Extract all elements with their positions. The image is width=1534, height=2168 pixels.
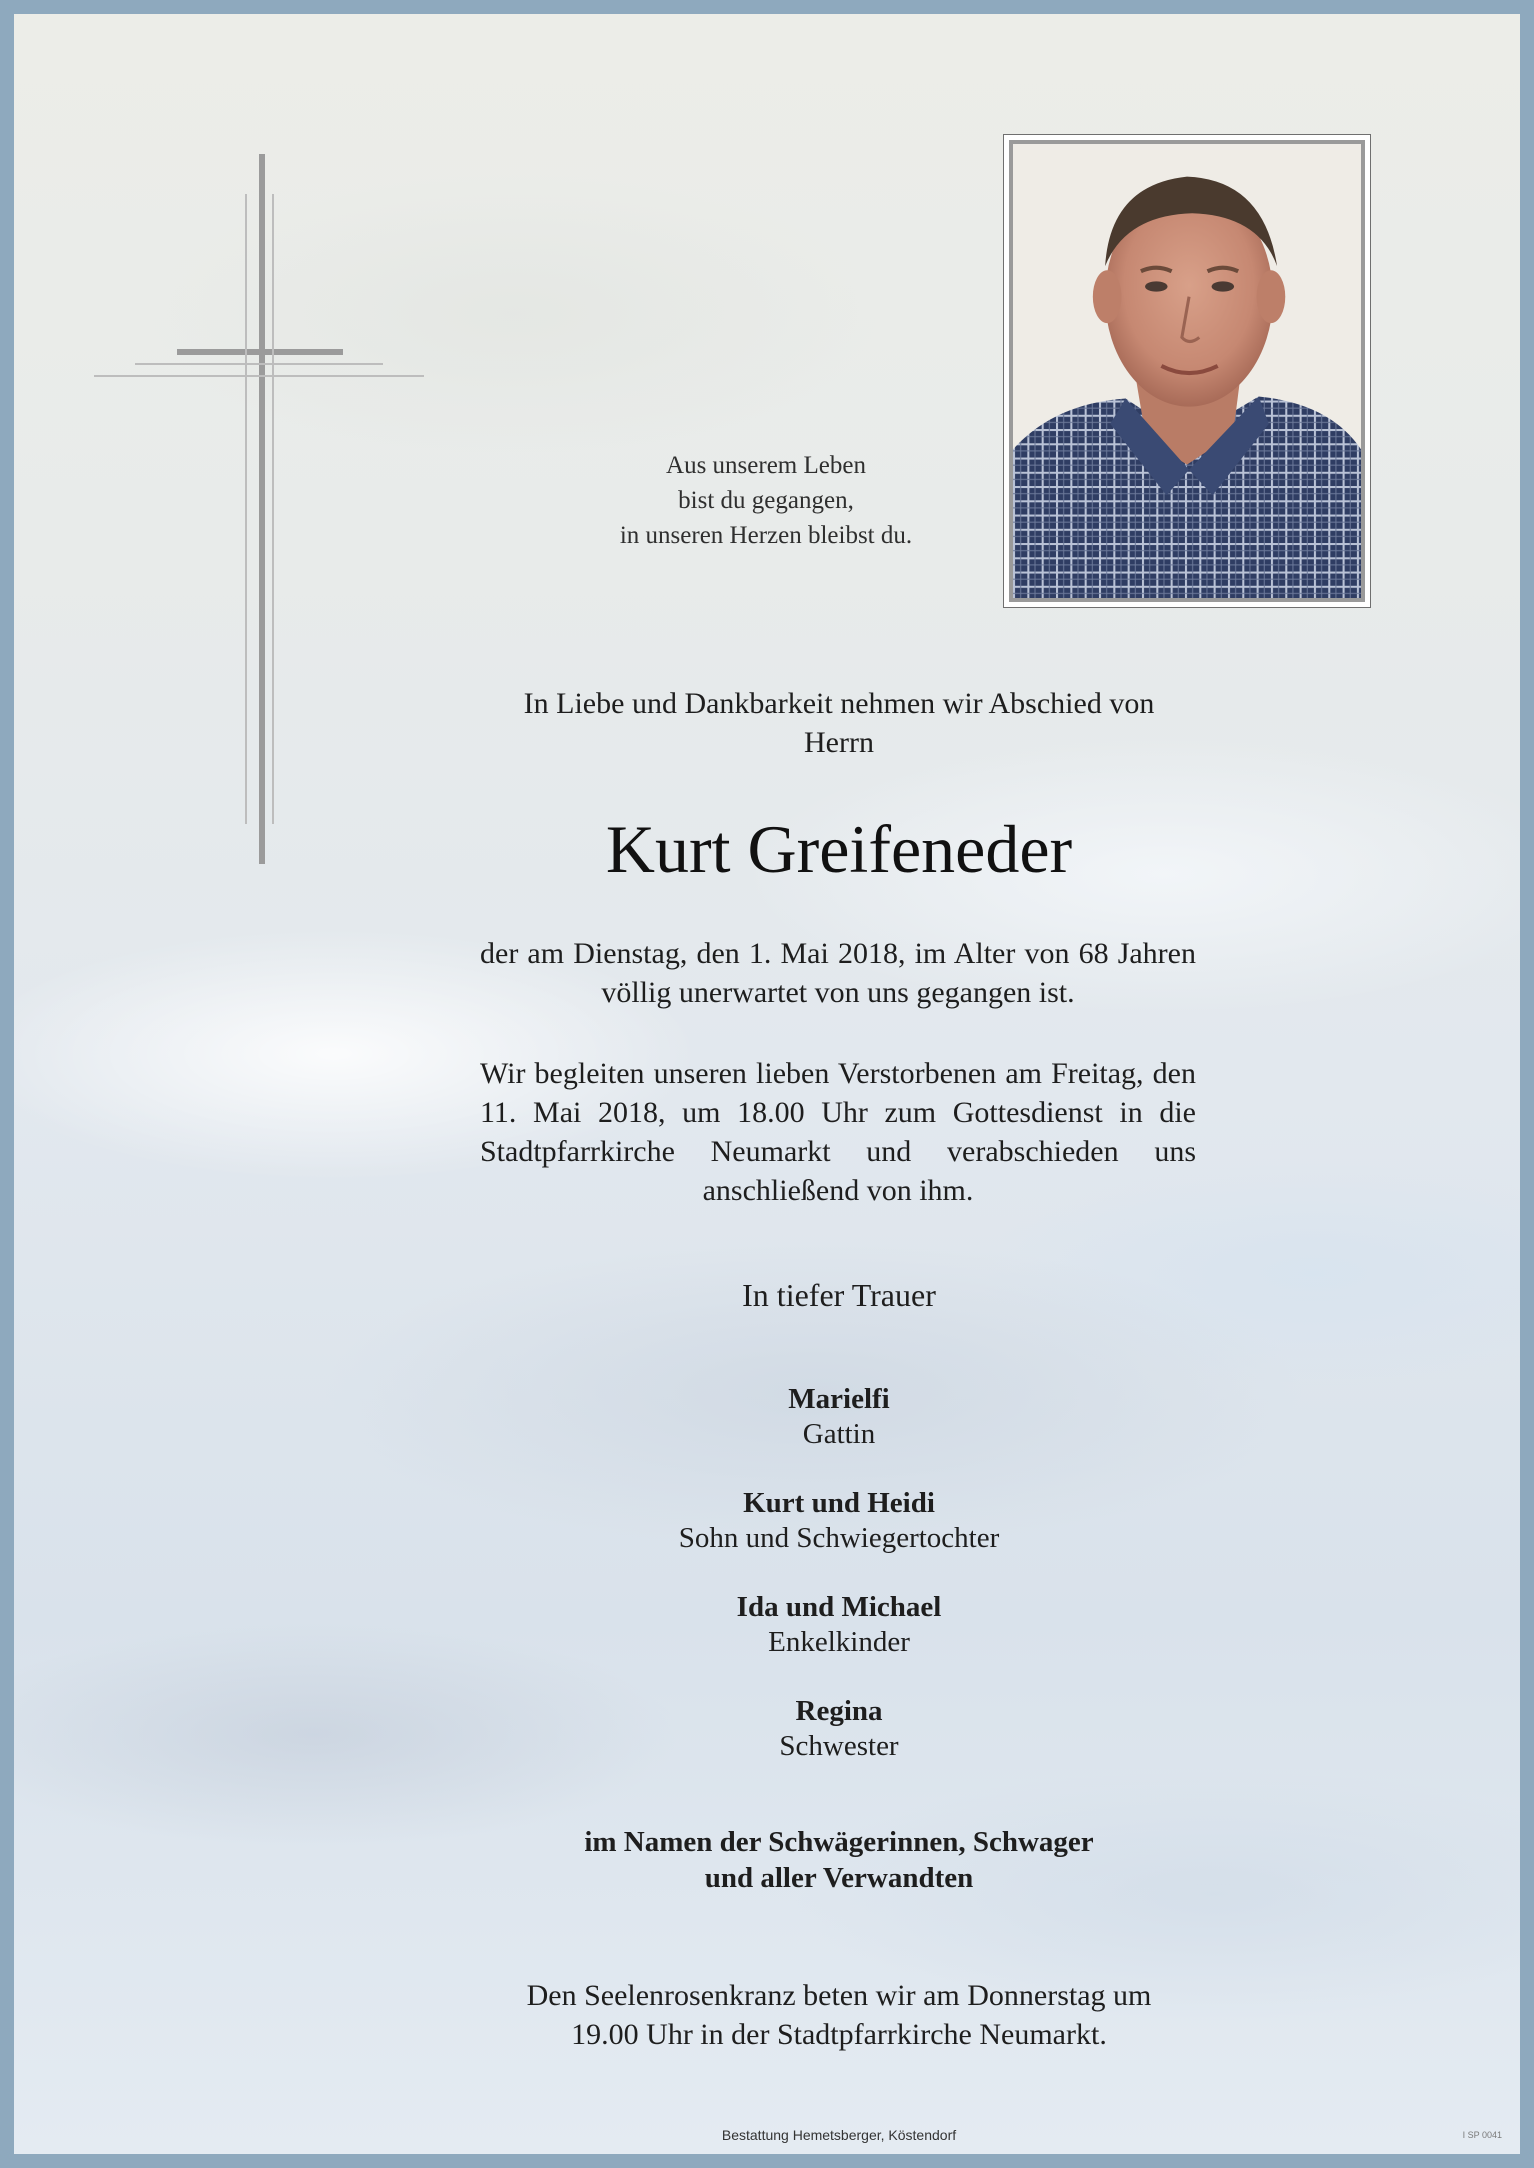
motto-line-1: Aus unserem Leben [666,452,866,479]
farewell-intro [464,684,1214,762]
mourners-list [534,1382,1144,1798]
rosary-line-1: Den Seelenrosenkranz beten wir am Donnerstag um [526,1979,1152,2012]
mourner-name: Ida und Michael [736,1591,942,1623]
mourner-name: Regina [795,1695,883,1727]
family-note-line-1: im Namen der Schwägerinnen, Schwager [584,1826,1094,1858]
intro-line-2: Herrn [804,726,874,759]
rosary-notice [464,1976,1214,2054]
rosary-line-2: 19.00 Uhr in der Stadtpfarrkirche Neumarkt. [571,2018,1107,2051]
mourner-name: Marielfi [788,1383,890,1415]
death-notice: der am Dienstag, den 1. Mai 2018, im Alter von 68 Jahren völlig unerwartet von uns gegangen ist. [480,937,1196,1009]
family-note [484,1824,1194,1896]
mourner-entry [534,1694,1144,1764]
mourning-heading: In tiefer Trauer [742,1277,936,1313]
portrait-photo [1009,140,1365,602]
mourner-entry [534,1382,1144,1452]
portrait-frame [1003,134,1371,608]
obituary-card [14,14,1520,2154]
cross-icon [14,14,514,914]
mourner-entry [534,1486,1144,1556]
mourner-name: Kurt und Heidi [743,1487,935,1519]
family-note-line-2: und aller Verwandten [704,1862,974,1894]
funeral-notice: Wir begleiten unseren lieben Verstorbenen am Freitag, den 11. Mai 2018, um 18.00 Uhr zum Gottesdienst in die Stadtpfarrkirche Neumarkt und verabschieden uns anschließend von ihm. [480,1057,1196,1207]
deceased-name: Kurt Greifeneder [605,811,1073,887]
intro-line-1: In Liebe und Dankbarkeit nehmen wir Abschied von [523,687,1155,720]
mourner-relation: Gattin [802,1418,876,1450]
mourner-relation: Schwester [779,1730,899,1762]
mourner-entry [534,1590,1144,1660]
document-code: I SP 0041 [1462,2130,1502,2140]
motto-line-2: bist du gegangen, [678,487,854,514]
mourner-relation: Enkelkinder [768,1626,910,1658]
motto-verse [574,448,958,553]
mourner-relation: Sohn und Schwiegertochter [678,1522,1000,1554]
motto-line-3: in unseren Herzen bleibst du. [619,522,913,549]
funeral-home-credit: Bestattung Hemetsberger, Köstendorf [721,2127,957,2143]
